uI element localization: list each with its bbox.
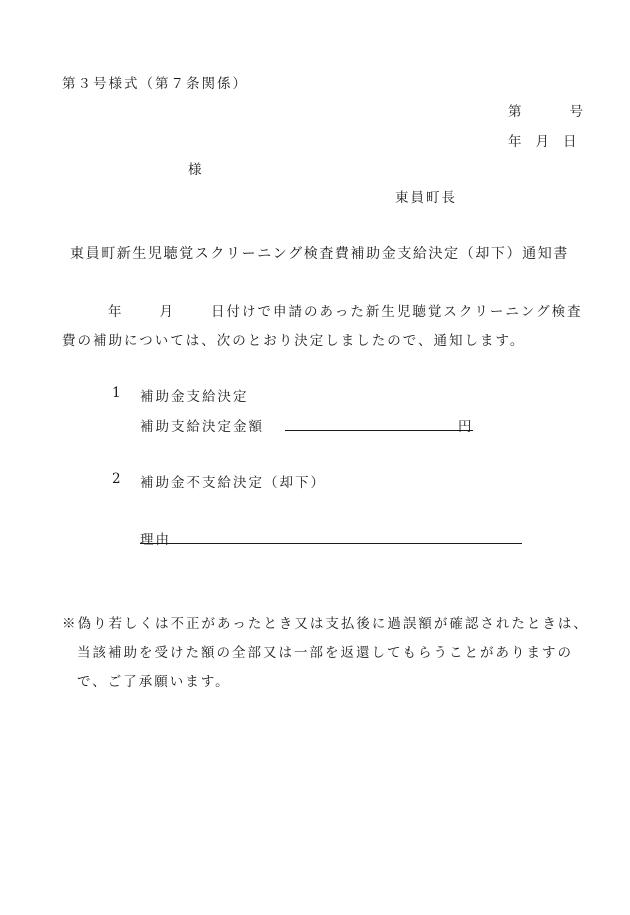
body-year: 年	[108, 304, 124, 320]
amount-field[interactable]	[285, 415, 473, 431]
addressee-suffix: 様	[188, 162, 204, 178]
note-line-1: ※偽り若しくは不正があったとき又は支払後に過誤額が確認されたときは、	[62, 616, 589, 632]
reason-label: 理由	[140, 532, 171, 548]
document-number-suffix: 号	[569, 104, 585, 120]
item-1-label: 補助金支給決定	[140, 389, 249, 405]
form-label: 第３号様式（第７条関係）	[62, 76, 248, 92]
document-title: 東員町新生児聴覚スクリーニング検査費補助金支給決定（却下）通知書	[70, 246, 569, 262]
item-2-label: 補助金不支給決定（却下）	[140, 475, 326, 491]
date-day: 日	[563, 134, 579, 150]
note-line-3: で、ご了承願います。	[77, 674, 231, 690]
amount-label: 補助支給決定金額	[140, 419, 264, 435]
date-month: 月	[535, 134, 551, 150]
document-date	[508, 130, 579, 150]
note-line-2: 当該補助を受けた額の全部又は一部を返還してもらうことがありますの	[77, 645, 573, 661]
body-month: 月	[159, 304, 175, 320]
document-number-prefix: 第	[508, 104, 524, 120]
body-line-1	[108, 300, 583, 320]
reason-field[interactable]	[140, 528, 522, 548]
item-2-number: 2	[112, 471, 123, 487]
date-year: 年	[508, 134, 524, 150]
body-line-1-rest: 日付けで申請のあった新生児聴覚スクリーニング検査	[211, 304, 583, 320]
item-1-number: 1	[112, 385, 123, 401]
sender: 東員町長	[395, 190, 457, 206]
amount-unit: 円	[458, 419, 474, 435]
document-number	[508, 100, 585, 120]
body-line-2: 費の補助については、次のとおり決定しましたので、通知します。	[62, 333, 526, 349]
